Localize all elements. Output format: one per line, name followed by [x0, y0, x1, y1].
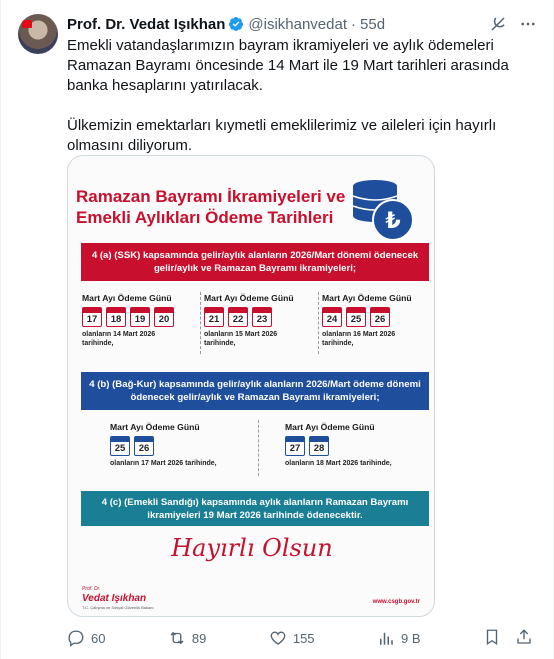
author-name[interactable]: Prof. Dr. Vedat Işıkhan: [67, 15, 226, 33]
flag-icon: [22, 20, 32, 28]
divider: [318, 292, 319, 354]
group-note: tarihinde,: [82, 340, 114, 347]
heart-icon: [269, 629, 287, 647]
poster-title-line-1: Ramazan Bayramı İkramiyeleri ve: [76, 187, 346, 206]
group-label: Mart Ayı Ödeme Günü: [322, 293, 412, 303]
group-label: Mart Ayı Ödeme Günü: [82, 293, 172, 303]
calendar-day: 17: [82, 307, 102, 327]
divider: [258, 420, 259, 476]
coins-icon: [349, 174, 417, 244]
group-note: olanların 18 Mart 2026 tarihinde,: [285, 460, 392, 467]
bookmark-icon[interactable]: [483, 628, 501, 649]
brand-sub: T.C. Çalışma ve Sosyal Güvenlik Bakanı: [82, 605, 154, 610]
views-count: 9 B: [401, 630, 421, 646]
calendar-day: 26: [370, 307, 390, 327]
group-note: olanların 17 Mart 2026 tarihinde,: [110, 460, 217, 467]
tweet-header: [67, 14, 385, 34]
ssk-group-2: [204, 293, 294, 348]
ssk-group-3: [322, 293, 412, 348]
grok-icon[interactable]: [489, 15, 507, 33]
closing-text: Hayırlı Olsun: [171, 534, 333, 562]
more-icon[interactable]: [519, 15, 537, 33]
share-icon[interactable]: [515, 628, 533, 649]
calendar-day: 21: [204, 307, 224, 327]
bagkur-group-1: [110, 422, 217, 468]
calendar-day: 25: [346, 307, 366, 327]
group-label: Mart Ayı Ödeme Günü: [204, 293, 294, 303]
tweet-image[interactable]: [67, 155, 435, 617]
group-note: olanların 15 Mart 2026: [204, 331, 278, 338]
separator: ·: [351, 15, 357, 33]
emekli-sandigi-banner: 4 (c) (Emekli Sandığı) kapsamında aylık alanların Ramazan Bayramı ikramiyeleri 19 Mart 2026 tarihinde ödenecektir.: [81, 491, 429, 526]
calendar-day: 23: [252, 307, 272, 327]
site-url: www.csgb.gov.tr: [372, 599, 420, 605]
verified-badge-icon: [228, 16, 244, 32]
views-button[interactable]: [377, 629, 421, 647]
bagkur-banner: 4 (b) (Bağ-Kur) kapsamında gelir/aylık alanların 2026/Mart ödeme dönemi ödenecek gelir/aylık ve Ramazan Bayramı ikramiyeleri;: [81, 372, 429, 410]
repost-button[interactable]: [168, 629, 206, 647]
lira-symbol: ₺: [385, 209, 401, 234]
action-bar: [67, 628, 533, 648]
calendar-day: 26: [134, 436, 154, 456]
like-button[interactable]: [269, 629, 315, 647]
group-note: olanların 14 Mart 2026: [82, 331, 156, 338]
group-note: olanların 16 Mart 2026: [322, 331, 396, 338]
calendar-day: 28: [309, 436, 329, 456]
tweet-paragraph-2: Ülkemizin emektarları kıymetli emeklilerimiz ve aileleri için hayırlı olmasını diliyorum.: [67, 117, 497, 154]
like-count: 155: [292, 630, 315, 646]
calendar-day: 24: [322, 307, 342, 327]
ssk-banner: 4 (a) (SSK) kapsamında gelir/aylık alanların 2026/Mart dönemi ödenecek gelir/aylık ve Ramazan Bayramı ikramiyeleri;: [81, 243, 429, 281]
calendar-day: 22: [228, 307, 248, 327]
divider: [200, 292, 201, 354]
poster-title: [76, 186, 345, 228]
group-note: tarihinde,: [322, 340, 354, 347]
repost-icon: [168, 629, 186, 647]
timestamp[interactable]: 55d: [360, 15, 386, 33]
brand-prefix: Prof. Dr.: [82, 586, 101, 592]
calendar-day: 25: [110, 436, 130, 456]
brand-logo: [82, 585, 154, 612]
reply-icon: [67, 629, 85, 647]
views-icon: [377, 629, 395, 647]
ssk-group-1: [82, 293, 174, 348]
repost-count: 89: [191, 630, 207, 646]
brand-name: Vedat Işıkhan: [82, 593, 147, 604]
avatar[interactable]: [18, 14, 58, 54]
calendar-day: 20: [154, 307, 174, 327]
reply-count: 60: [91, 630, 106, 646]
calendar-day: 27: [285, 436, 305, 456]
bagkur-group-2: [285, 422, 392, 468]
reply-button[interactable]: [67, 629, 105, 647]
calendar-day: 19: [130, 307, 150, 327]
author-handle[interactable]: @isikhanvedat: [248, 15, 348, 33]
group-label: Mart Ayı Ödeme Günü: [285, 422, 375, 432]
group-note: tarihinde,: [204, 340, 236, 347]
tweet-paragraph-1: Emekli vatandaşlarımızın bayram ikramiyeleri ve aylık ödemeleri Ramazan Bayramı öncesinde 14 Mart ile 19 Mart tarihleri arasında banka hesaplarını yatırılacak.: [67, 37, 509, 94]
group-label: Mart Ayı Ödeme Günü: [110, 422, 200, 432]
calendar-day: 18: [106, 307, 126, 327]
poster-title-line-2: Emekli Aylıkları Ödeme Tarihleri: [76, 208, 334, 227]
